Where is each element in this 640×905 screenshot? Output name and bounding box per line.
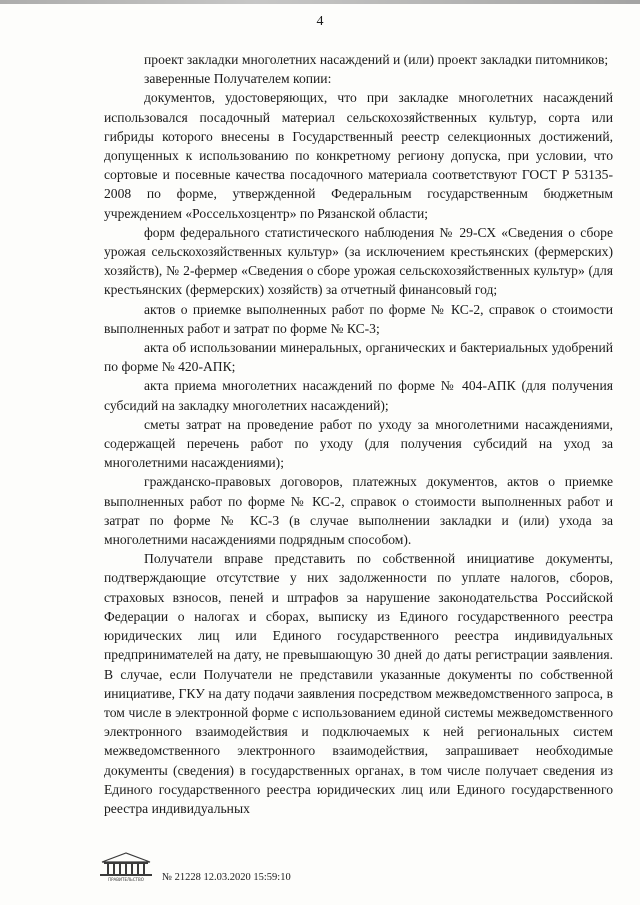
paragraph: заверенные Получателем копии: <box>144 71 332 87</box>
paragraph: проект закладки многолетних насаждений и (или) проект закладки питомников; <box>144 52 609 67</box>
paragraph: сметы затрат на проведение работ по уходу за многолетними насаждениями, содержащей перечень работ по уходу (для получения субсидий на уход за многолетними насаждениями); <box>104 416 613 471</box>
registration-stamp <box>96 850 396 890</box>
paragraph: документов, удостоверяющих, что при закладке многолетних насаждений использовался посадочный материал сельскохозяйственных культур, сорта или гибриды которого внесены в Государственный реестр селекционных достижений, допущенных к использованию по конкретному региону допуска, при условии, что сортовые и посевные качества посадочного материала соответствуют ГОСТ Р 53135-2008 по форме, утвержденной Федеральным государственным бюджетным учреждением «Россельхозцентр» по Рязанской области; <box>104 90 613 221</box>
paragraph: Получатели вправе представить по собственной инициативе документы, подтверждающие отсутствие у них задолженности по уплате налогов, сборов, страховых взносов, пеней и штрафов за нарушение законодательства Российской Федерации о налогах и сборах, выписку из Единого государственного реестра юридических лиц или Единого государственного реестра индивидуальных предпринимателей на дату, не превышающую 30 дней до даты регистрации заявления. В случае, если Получатели не представили указанные документы по собственной инициативе, ГКУ на дату подачи заявления посредством межведомственного запроса, в том числе в электронной форме с использованием единой системы межведомственного электронного взаимодействия и подключаемых к ней региональных систем межведомственного электронного взаимодействия, запрашивает необходимые документы (сведения) в государственных органах, в том числе получает сведения из Единого государственного реестра юридических лиц или Единого государственного реестра индивидуальных <box>104 551 613 816</box>
paragraph: актов о приемке выполненных работ по форме № КС-2, справок о стоимости выполненных работ и затрат по форме № КС-3; <box>104 301 613 336</box>
page-number: 4 <box>316 14 324 29</box>
registration-number: № 21228 12.03.2020 15:59:10 <box>162 872 291 883</box>
paragraph: акта об использовании минеральных, органических и бактериальных удобрений по форме № 420-АПК; <box>104 340 613 375</box>
paragraph: акта приема многолетних насаждений по форме № 404-АПК (для получения субсидий на закладку многолетних насаждений); <box>104 378 613 413</box>
government-building-icon <box>96 850 156 882</box>
emblem-caption: ПРАВИТЕЛЬСТВО <box>108 877 144 882</box>
paragraph: форм федерального статистического наблюдения № 29-СХ «Сведения о сборе урожая сельскохозяйственных культур» (за исключением крестьянских (фермерских) хозяйств), № 2-фермер «Сведения о сборе урожая сельскохозяйственных культур» (для крестьянских (фермерских) хозяйств) за отчетный финансовый год; <box>104 224 613 298</box>
scan-edge <box>0 0 640 4</box>
document-body <box>104 50 613 818</box>
paragraph: гражданско-правовых договоров, платежных документов, актов о приемке выполненных работ по форме № КС-2, справок о стоимости выполненных работ и затрат по форме № КС-3 (в случае выполнении закладки и (или) ухода за многолетними насаждениями подрядным способом). <box>104 474 613 548</box>
